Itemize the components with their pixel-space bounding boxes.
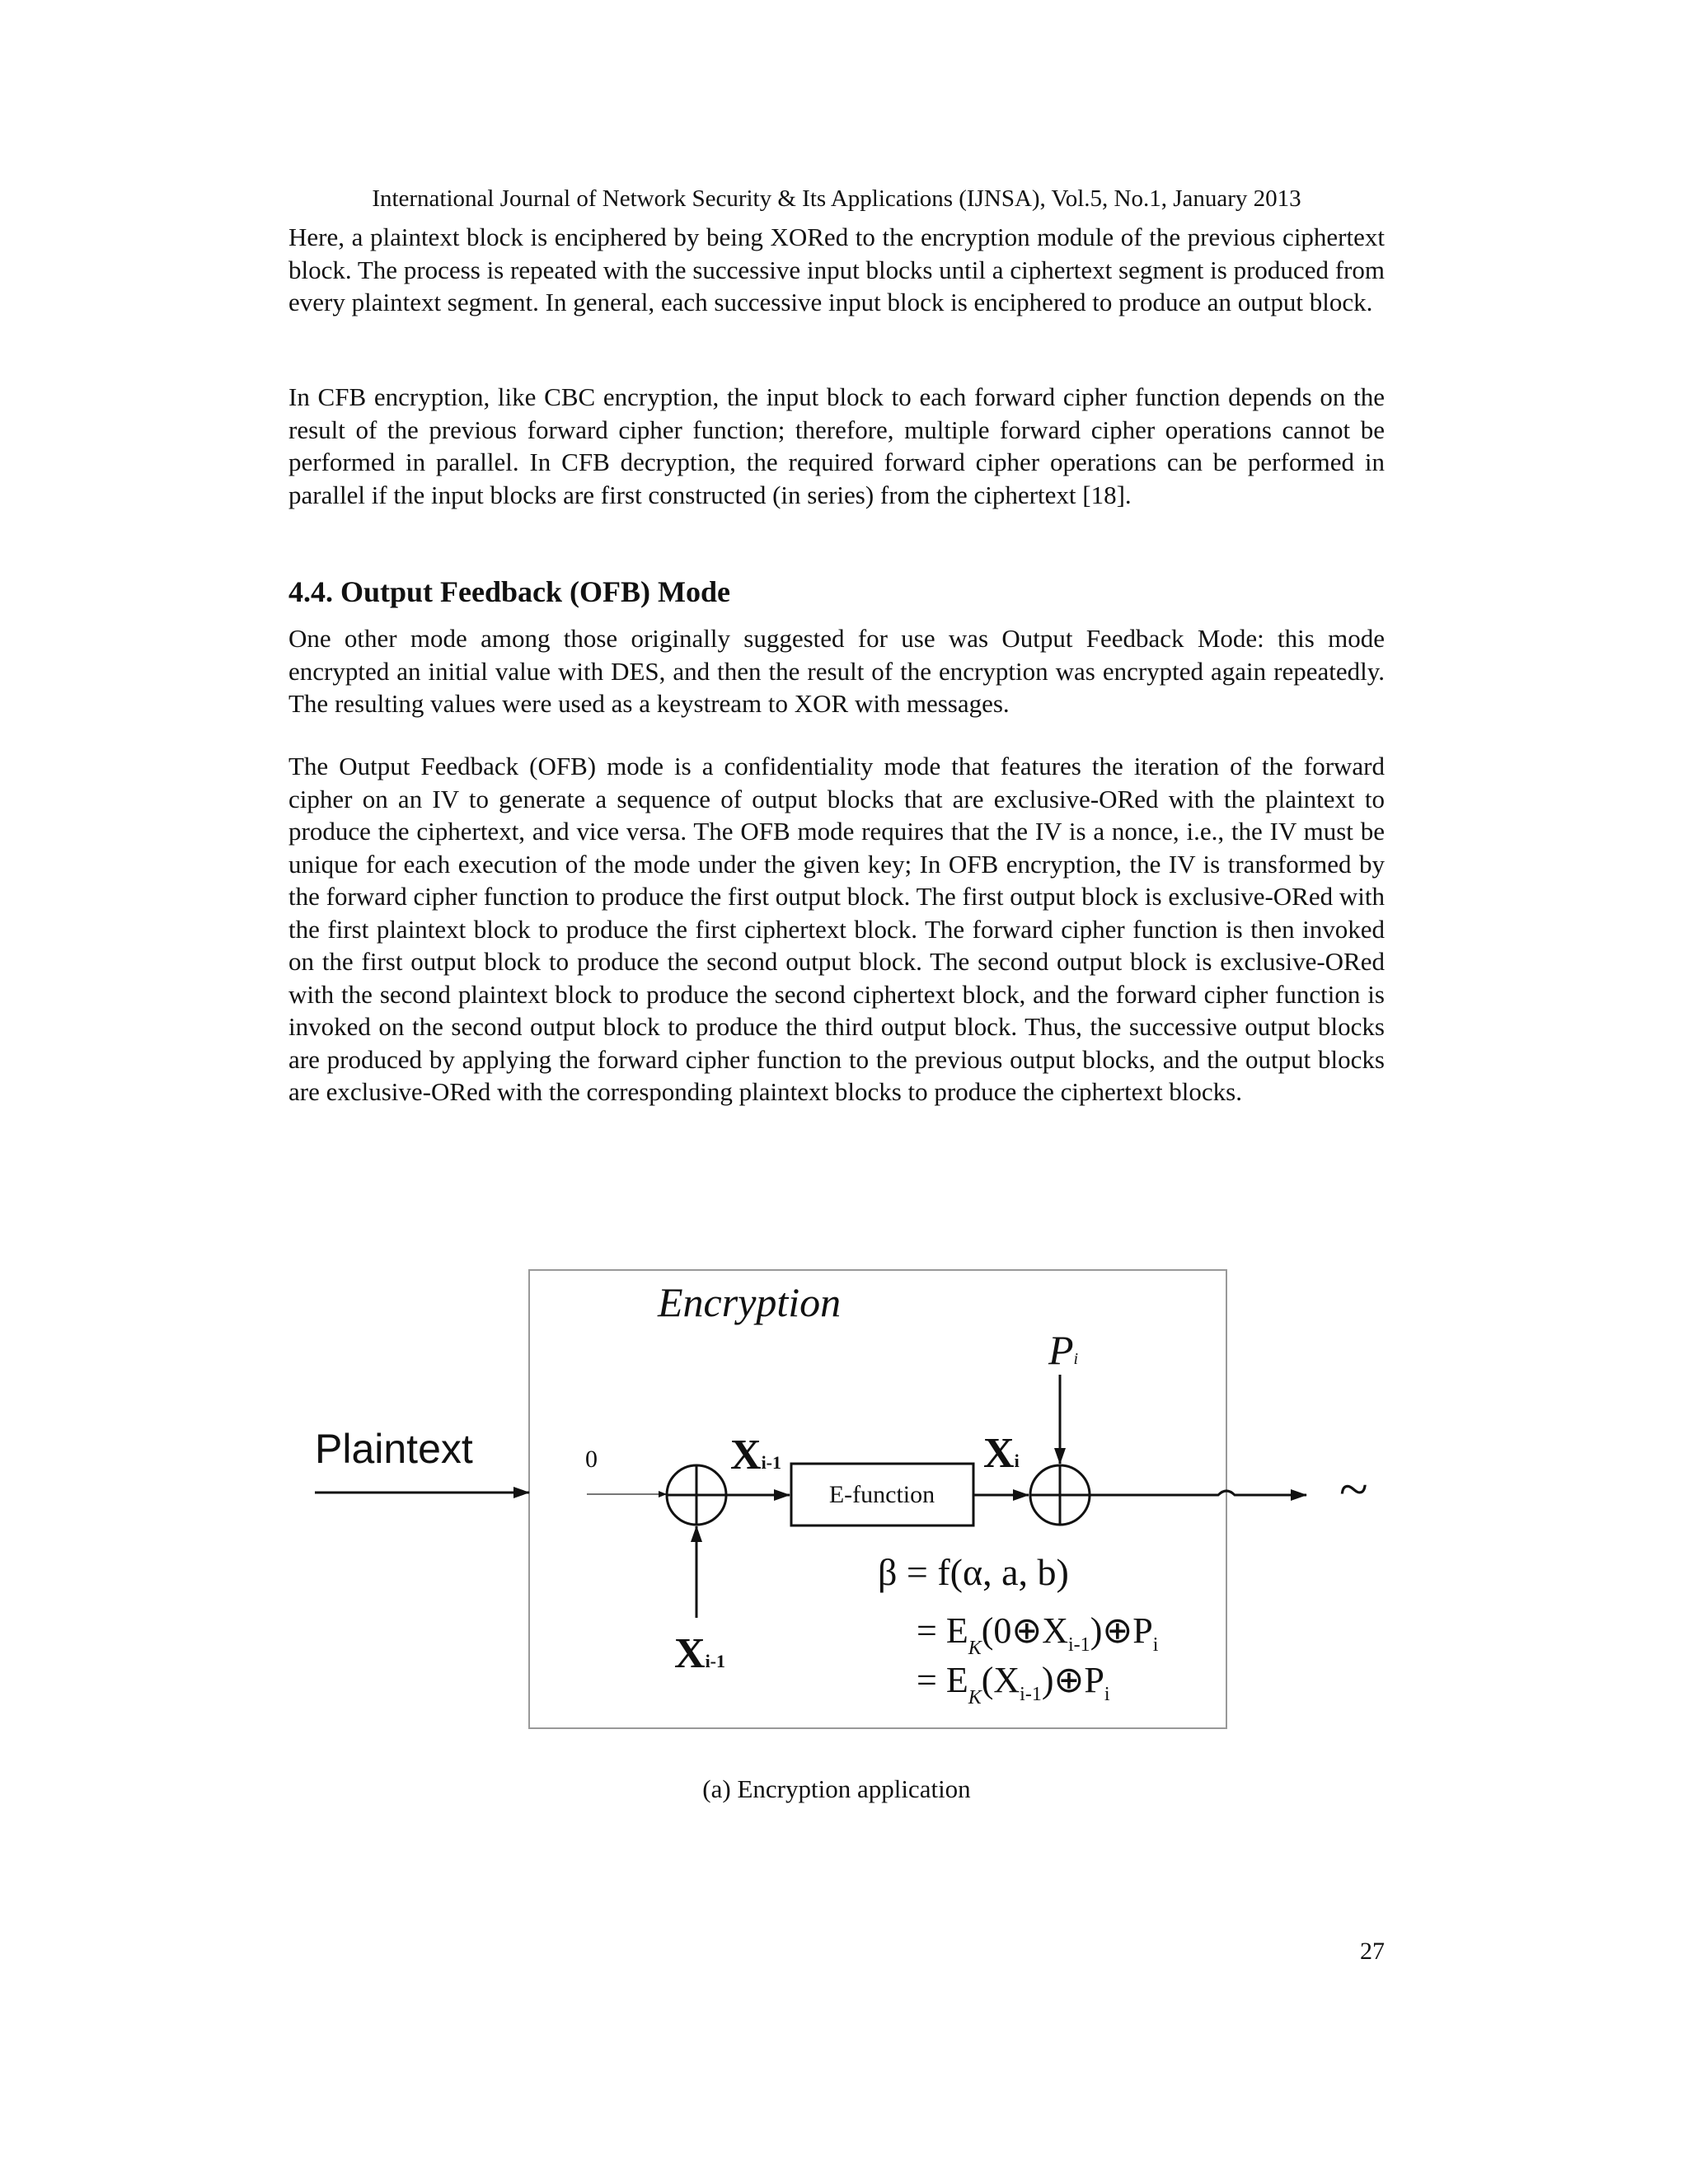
paragraph-4: The Output Feedback (OFB) mode is a confidentiality mode that features the iteration of the forward cipher on an IV to generate a sequence of output blocks that are exclusive-ORed with the plaintext to produce the ciphertext, and vice versa. The OFB mode requires that the IV is a nonce, i.e., the IV must be unique for each execution of the mode under the given key; In OFB encryption, the IV is transformed by the forward cipher function to produce the first output block. The first output block is exclusive-ORed with the first plaintext block to produce the first ciphertext block. The forward cipher function is then invoked on the first output block to produce the second output block. The second output block is exclusive-ORed with the second plaintext block to produce the second ciphertext block, and the forward cipher function is invoked on the second output block to produce the third output block. Thus, the successive output blocks are produced by applying the forward cipher function to the previous output blocks, and the output blocks are exclusive-ORed with the corresponding plaintext blocks to produce the ciphertext blocks. xyxy=(288,752,1385,1106)
equation-line-3: = $E_K(X_{i-1})\oplus P_i$ xyxy=(917,1660,1110,1708)
section-heading: 4.4. Output Feedback (OFB) Mode xyxy=(288,575,730,608)
figure-caption: (a) Encryption application xyxy=(702,1774,971,1803)
output-symbol: ~ xyxy=(1339,1460,1368,1518)
equation-line-2: = $E_K(0\oplus X_{i-1})\oplus P_i$ xyxy=(917,1610,1159,1659)
xor-2-icon xyxy=(1030,1465,1090,1525)
plaintext-label: Plaintext xyxy=(315,1426,473,1472)
paragraph-2: In CFB encryption, like CBC encryption, the input block to each forward cipher function depends on the result of the previous forward cipher function; therefore, multiple forward cipher operations cannot be performed in parallel. In CFB decryption, the required forward cipher operations can be performed in parallel if the input blocks are first constructed (in series) from the ciphertext [18]. xyxy=(288,382,1385,509)
efunction-label: E-function xyxy=(828,1481,935,1508)
equation-line-1: β = f(α, a, b) xyxy=(878,1551,1069,1593)
output-arrow xyxy=(1090,1491,1306,1495)
x-curr-label: Xi xyxy=(983,1430,1020,1477)
running-header: International Journal of Network Security & Its Applications (IJNSA), Vol.5, No.1, January 2013 xyxy=(372,185,1301,212)
figure-title: Encryption xyxy=(658,1279,842,1325)
x-prev-top-label: Xi-1 xyxy=(730,1432,782,1479)
paragraph-1: Here, a plaintext block is enciphered by being XORed to the encryption module of the previous ciphertext block. The process is repeated with the successive input blocks until a ciphertext segment is produced from every plaintext segment. In general, each successive input block is enciphered to produce an output block. xyxy=(288,223,1385,316)
page-number: 27 xyxy=(1360,1938,1385,1965)
x-prev-bottom-label: Xi-1 xyxy=(674,1630,726,1677)
paragraph-3: One other mode among those originally suggested for use was Output Feedback Mode: this mode encrypted an initial value with DES, and then the result of the encryption was encrypted again repeatedly. The resulting values were used as a keystream to XOR with messages. xyxy=(288,624,1385,718)
xor-1-icon xyxy=(667,1465,726,1525)
p-i-label: Pi xyxy=(1048,1327,1079,1373)
zero-label: 0 xyxy=(585,1446,598,1473)
